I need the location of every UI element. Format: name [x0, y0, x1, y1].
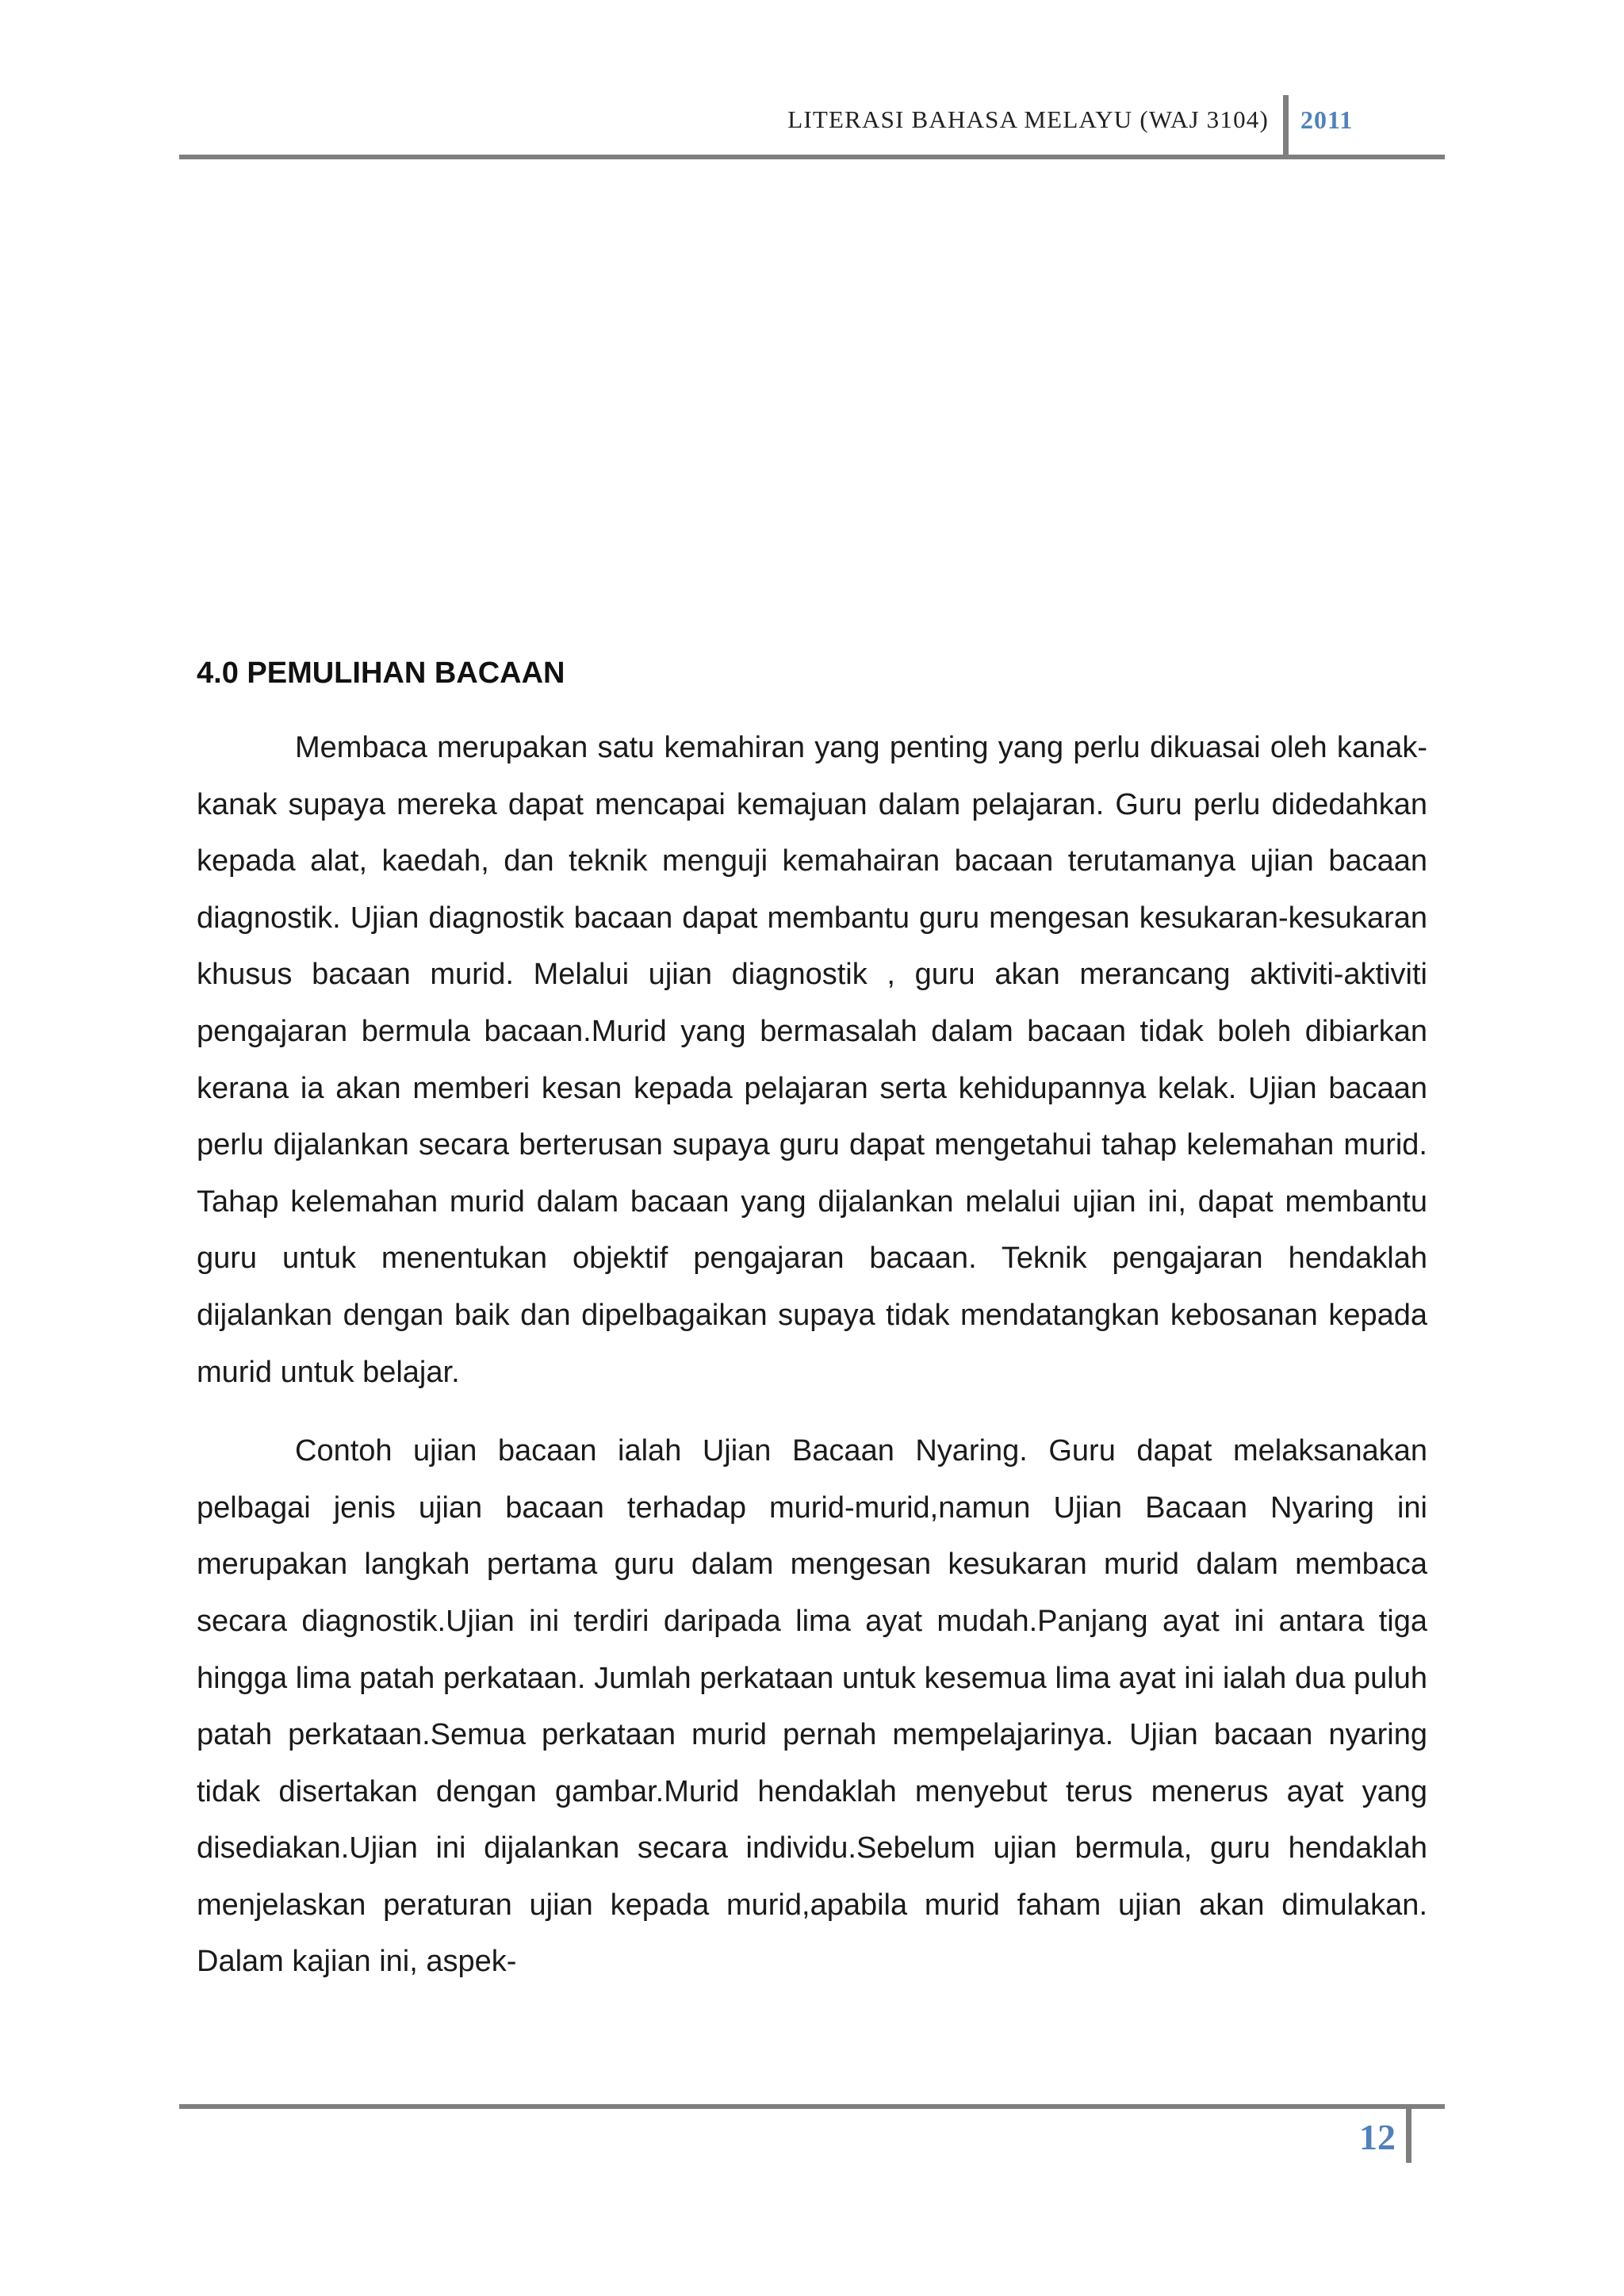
header-rule: [179, 155, 1445, 159]
header-divider: [1283, 95, 1289, 159]
section-heading: 4.0 PEMULIHAN BACAAN: [197, 656, 565, 690]
page-number: 12: [1359, 2117, 1396, 2157]
footer-divider: [1406, 2104, 1411, 2163]
running-header-title: LITERASI BAHASA MELAYU (WAJ 3104): [787, 105, 1269, 133]
body-text: [197, 720, 1427, 1991]
paragraph-2: Contoh ujian bacaan ialah Ujian Bacaan Nyaring. Guru dapat melaksanakan pelbagai jenis ujian bacaan terhadap murid-murid,namun Ujian Bacaan Nyaring ini merupakan langkah pertama guru dalam mengesan kesukaran murid dalam membaca secara diagnostik.Ujian ini terdiri daripada lima ayat mudah.Panjang ayat ini antara tiga hingga lima patah perkataan. Jumlah perkataan untuk kesemua lima ayat ini ialah dua puluh patah perkataan.Semua perkataan murid pernah mempelajarinya. Ujian bacaan nyaring tidak disertakan dengan gambar.Murid hendaklah menyebut terus menerus ayat yang disediakan.Ujian ini dijalankan secara individu.Sebelum ujian bermula, guru hendaklah menjelaskan peraturan ujian kepada murid,apabila murid faham ujian akan dimulakan. Dalam kajian ini, aspek-: [197, 1434, 1427, 1979]
running-header-year: 2011: [1300, 105, 1354, 134]
paragraph-1: Membaca merupakan satu kemahiran yang penting yang perlu dikuasai oleh kanak-kanak supaya mereka dapat mencapai kemajuan dalam pelajaran. Guru perlu didedahkan kepada alat, kaedah, dan teknik menguji kemahairan bacaan terutamanya ujian bacaan diagnostik. Ujian diagnostik bacaan dapat membantu guru mengesan kesukaran-kesukaran khusus bacaan murid. Melalui ujian diagnostik , guru akan merancang aktiviti-aktiviti pengajaran bermula bacaan.Murid yang bermasalah dalam bacaan tidak boleh dibiarkan kerana ia akan memberi kesan kepada pelajaran serta kehidupannya kelak. Ujian bacaan perlu dijalankan secara berterusan supaya guru dapat mengetahui tahap kelemahan murid. Tahap kelemahan murid dalam bacaan yang dijalankan melalui ujian ini, dapat membantu guru untuk menentukan objektif pengajaran bacaan. Teknik pengajaran hendaklah dijalankan dengan baik dan dipelbagaikan supaya tidak mendatangkan kebosanan kepada murid untuk belajar.: [197, 731, 1427, 1389]
footer-rule: [179, 2104, 1445, 2109]
